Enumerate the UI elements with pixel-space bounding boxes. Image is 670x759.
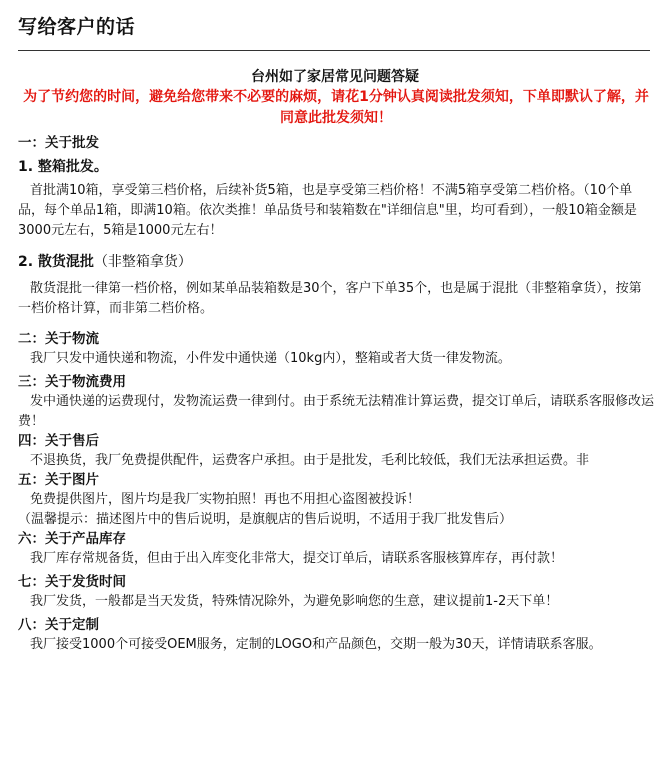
paragraph-logistics: 我厂只发中通快递和物流，小件发中通快递（10kg内），整箱或者大货一律发物流。 [30,351,511,366]
subheading-mixed-batch-note: （非整箱拿货） [93,254,192,270]
section-heading-delivery-time: 七：关于发货时间 [18,574,126,590]
subheading-full-box: 1. 整箱批发。 [18,159,108,175]
intro-notice: 为了节约您的时间，避免给您带来不必要的麻烦，请花1分钟认真阅读批发须知，下单即默认了解，并同意此批发须知！ [23,89,649,126]
subheading-mixed-batch-label: 2. 散货混批 [18,254,94,270]
paragraph-delivery-time: 我厂发货，一般都是当天发货，特殊情况除外，为避免影响您的生意，建议提前1-2天下单！ [30,594,559,609]
header-divider [18,50,650,51]
section-heading-inventory: 六：关于产品库存 [18,531,126,547]
section-heading-after-sales: 四：关于售后 [18,433,99,449]
paragraph-full-box: 首批满10箱，享受第三档价格，后续补货5箱，也是享受第三档价格！不满5箱享受第二档价格。（10个单品，每个单品1箱，即满10箱。依次类推！单品货号和装箱数在"详细信息"里，均可看到），一般10箱金额是3000元左右，5箱是1000元左右！ [18,183,637,238]
paragraph-after-sales: 不退换货，我厂免费提供配件，运费客户承担。由于是批发，毛利比较低，我们无法承担运费。非 [30,453,590,468]
paragraph-images: 免费提供图片，图片均是我厂实物拍照！再也不用担心盗图被投诉！ [30,492,421,507]
section-heading-customization: 八：关于定制 [18,617,99,633]
faq-title: 台州如了家居常见问题答疑 [251,69,419,85]
paragraph-shipping-fee: 发中通快递的运费现付，发物流运费一律到付。由于系统无法精准计算运费，提交订单后，请联系客服修改运费！ [18,394,655,429]
page-header-title: 写给客户的话 [18,16,136,38]
section-heading-images: 五：关于图片 [18,472,99,488]
paragraph-mixed-batch: 散货混批一律第一档价格，例如某单品装箱数是30个，客户下单35个，也是属于混批（非整箱拿货），按第一档价格计算，而非第二档价格。 [18,281,642,316]
paragraph-images-note: （温馨提示：描述图片中的售后说明，是旗舰店的售后说明，不适用于我厂批发售后） [18,512,513,527]
section-heading-logistics: 二：关于物流 [18,331,99,347]
faq-content [18,134,654,655]
section-heading-shipping-fee: 三：关于物流费用 [18,374,126,390]
paragraph-customization: 我厂接受1000个可接受OEM服务，定制的LOGO和产品颜色，交期一般为30天，详情请联系客服。 [30,637,602,652]
section-heading-wholesale: 一：关于批发 [18,135,99,151]
subheading-mixed-batch [18,252,654,272]
paragraph-inventory: 我厂库存常规备货，但由于出入库变化非常大，提交订单后，请联系客服核算库存，再付款！ [30,551,564,566]
